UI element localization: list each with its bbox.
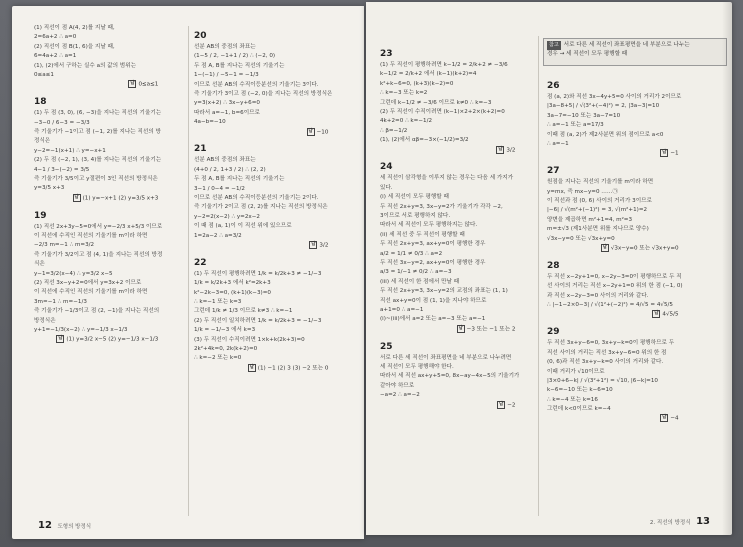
- page-edge-shadow: [722, 2, 732, 535]
- answer-text: √3x−y=0 또는 √3x+y=0: [610, 245, 679, 252]
- solution-line: 직선 사이의 거리는 직선 3x+y−6=0 위의 한 점: [547, 349, 667, 356]
- solution-line: 1−(−1) / −5−1 = −1/3: [194, 72, 259, 79]
- solution-line: 선분 AB의 중점의 좌표는: [194, 157, 256, 164]
- solution-line: m=±√3 (제1사분면 위를 지나므로 양수): [547, 226, 649, 233]
- answer-text: 0≤a≤1: [138, 81, 159, 88]
- answer-box-icon: 답: [654, 311, 659, 317]
- answer-line: [194, 364, 332, 374]
- solution-line: (i) 세 직선이 모두 평행할 때: [380, 194, 449, 201]
- solution-line: 두 직선 2x+y=3, 3x−y=2의 교점의 좌표는 (1, 1): [380, 288, 508, 295]
- solution-line: y=3/5 x+3: [34, 185, 65, 192]
- answer-line: [194, 128, 332, 138]
- solution-line: 즉 기울기가 3이고 점 (−2, 0)을 지나는 직선의 방정식은: [194, 90, 333, 97]
- solution-line: 세 직선이 모두 평행해야 한다.: [380, 363, 454, 370]
- solution-line: 두 직선 2x+y=3, ax+y=0이 평행한 경우: [380, 241, 486, 248]
- solution-line: (3) 두 직선이 수직이려면 1×k+k(2k+3)=0: [194, 336, 305, 343]
- solution-line: 세 직선이 삼각형을 이루지 않는 경우는 다음 세 가지가: [380, 175, 514, 182]
- solution-line: 즉 기울기가 2이고 점 (2, 2)를 지나는 직선의 방정식은: [194, 204, 328, 211]
- note-line: 경우 → 세 직선이 모두 평행할 때: [547, 51, 628, 57]
- problem-number: 26: [547, 81, 560, 91]
- solution-line: √3x−y=0 또는 √3x+y=0: [547, 235, 615, 242]
- answer-box-icon: 답: [458, 325, 463, 331]
- solution-line: 그런데 k<0이므로 k=−4: [547, 406, 611, 413]
- solution-line: 원점을 지나는 직선의 기울기를 m이라 하면: [547, 179, 654, 186]
- solution-line: 4a−b=−10: [194, 119, 226, 126]
- solution-line: a+1=0 ∴ a=−1: [380, 306, 424, 313]
- problem-number: 19: [34, 210, 47, 221]
- solution-line: |−6| / √(m²+(−1)²) = 3, √(m²+1)=2: [547, 207, 648, 214]
- solution-line: y=3(x+2) ∴ 3x−y+6=0: [194, 100, 260, 107]
- answer-box-icon: 답: [249, 364, 254, 370]
- solution-line: ∴ k=−2 또는 k=0: [194, 355, 242, 362]
- solution-line: −a=2 ∴ a=−2: [380, 392, 420, 399]
- solution-line: (ii) 세 직선 중 두 직선이 평행할 때: [380, 231, 465, 238]
- solution-line: (1), (2)에서 구하는 실수 a의 값의 범위는: [34, 62, 136, 69]
- solution-line: 있다.: [380, 184, 393, 191]
- solution-line: |3×0+6−k| / √(3²+1²) = √10, |6−k|=10: [547, 377, 658, 384]
- answer-text: −2: [507, 402, 516, 409]
- answer-line: [380, 401, 519, 411]
- solution-line: ∴ β=−1/2: [380, 127, 408, 134]
- answer-text: −4: [670, 415, 679, 422]
- page-title: 도형의 방정식: [57, 524, 92, 530]
- solution-line: 두 직선 x−2y+1=0, x−2y−3=0이 평행하므로 두 직: [547, 273, 682, 280]
- answer-box-icon: 답: [58, 336, 63, 342]
- solution-line: (1) 두 직선이 평행하려면 k−1/2 = 2/k+2 ≠ −3/6: [380, 62, 508, 68]
- problem-number: 25: [380, 341, 393, 352]
- solution-line: (4+0 / 2, 1+3 / 2) ∴ (2, 2): [194, 166, 266, 173]
- solution-line: (2) 두 점 (−2, 1), (3, 4)를 지나는 직선의 기울기는: [34, 157, 162, 164]
- answer-line: [34, 80, 162, 90]
- solution-line: 1=2a−2 ∴ a=3/2: [194, 232, 242, 239]
- solution-line: 이 직선과 점 (0, 6) 사이의 거리가 3이므로: [547, 198, 652, 205]
- solution-line: y−1=3/2(x−4) ∴ y=3/2 x−5: [34, 270, 113, 277]
- problem-number: 28: [547, 260, 560, 271]
- answer-line: [547, 310, 683, 320]
- solution-line: 즉 기울기가 −1/3이고 점 (2, −1)을 지나는 직선의: [34, 308, 160, 315]
- solution-line: 이므로 선분 AB의 수직이등분선의 기울기는 2이다.: [194, 194, 319, 201]
- solution-line: y−2=2(x−2) ∴ y=2x−2: [194, 213, 260, 220]
- solution-line: 정식은: [34, 138, 51, 145]
- solution-line: 점 (a, 2)와 직선 3x−4y+5=0 사이의 거리가 2이므로: [547, 94, 682, 100]
- solution-line: −2/3 m=−1 ∴ m=3/2: [34, 242, 95, 249]
- problem-number: 29: [547, 327, 560, 338]
- solution-line: |3a−8+5| / √(3²+(−4)²) = 2, |3a−3|=10: [547, 103, 660, 110]
- answer-line: [547, 149, 683, 159]
- answer-text: (1) y=−x+1 (2) y=3/5 x+3: [82, 195, 159, 202]
- answer-line: [547, 414, 683, 424]
- solution-line: (1), (2)에서 αβ=−3×(−1/2)=3/2: [380, 137, 469, 144]
- answer-text: (1) y=3/2 x−5 (2) y=−1/3 x−1/3: [66, 336, 159, 343]
- solution-line: k−6=−10 또는 k−6=10: [547, 387, 613, 394]
- answer-text: (1) −1 (2) 3 (3) −2 또는 0: [257, 365, 329, 372]
- note-tag: 참고: [549, 42, 559, 48]
- problem-number: 23: [380, 49, 393, 59]
- left-column-2: [194, 24, 332, 374]
- problem-number: 22: [194, 257, 207, 268]
- solution-line: 4−1 / 3−(−2) = 3/5: [34, 166, 90, 173]
- solution-line: 그런데 1/k ≠ 1/3 이므로 k≠3 ∴ k=−1: [194, 308, 293, 315]
- solution-line: y+1=−1/3(x−2) ∴ y=−1/3 x−1/3: [34, 326, 128, 333]
- solution-line: 두 직선 3x+y−6=0, 3x+y−k=0이 평행하므로 두: [547, 340, 675, 347]
- solution-line: 2k²+4k=0, 2k(k+2)=0: [194, 345, 258, 352]
- solution-line: 직선 ax+y=0이 점 (1, 1)을 지나야 하므로: [380, 297, 487, 304]
- solution-line: ∴ a=−1: [547, 140, 569, 147]
- solution-line: 두 직선 2x+y=3, 3x−y=2가 기울기가 각각 −2,: [380, 203, 503, 210]
- solution-line: (0, 6)과 직선 3x+y−k=0 사이의 거리와 같다.: [547, 359, 664, 366]
- problem-number: 24: [380, 162, 393, 173]
- solution-line: ∴ a=−1 또는 a=17/3: [547, 122, 604, 129]
- solution-line: y−2=−1(x+1) ∴ y=−x+1: [34, 147, 106, 154]
- solution-line: (1) 직선이 점 A(4, 2)를 지날 때,: [34, 25, 115, 31]
- solution-line: (2) 직선이 점 B(1, 6)을 지날 때,: [34, 43, 115, 50]
- answer-box-icon: 답: [311, 241, 316, 247]
- solution-line: 이때 거리가 √10이므로: [547, 368, 605, 375]
- answer-line: [34, 194, 162, 204]
- solution-line: k²−2k−3=0, (k+1)(k−3)=0: [194, 289, 271, 296]
- solution-line: ∴ |−1−2×0−3| / √(1²+(−2)²) = 4/√5 = 4√5/5: [547, 302, 673, 309]
- solution-line: 식은: [34, 261, 45, 268]
- solution-line: 2=6a+2 ∴ a=0: [34, 34, 77, 41]
- solution-line: 과 직선 x−2y−3=0 사이의 거리와 같다.: [547, 292, 649, 299]
- solution-line: −3−0 / 6−3 = −3/3: [34, 119, 90, 126]
- right-page-footer: [647, 516, 710, 527]
- solution-line: a/3 = 1/−1 ≠ 0/2 ∴ a=−3: [380, 269, 452, 276]
- left-column-1: [34, 24, 162, 345]
- page-number: 12: [38, 520, 52, 531]
- answer-box-icon: 답: [602, 244, 608, 250]
- left-page-footer: [38, 520, 94, 531]
- solution-line: 두 점 A, B를 지나는 직선의 기울기는: [194, 62, 285, 69]
- answer-text: 4√5/5: [662, 311, 679, 318]
- problem-number: 21: [194, 144, 207, 155]
- answer-line: [380, 146, 519, 156]
- answer-line: [194, 241, 332, 251]
- solution-line: 두 직선 3x−y=2, ax+y=0이 평행한 경우: [380, 259, 486, 266]
- left-page: [12, 6, 364, 539]
- answer-line: [380, 325, 519, 335]
- note-box: [543, 38, 727, 66]
- solution-line: k−1/2 = 2/k+2 에서 (k−1)(k+2)=4: [380, 71, 477, 78]
- solution-line: 3이므로 서로 평행하지 않다.: [380, 212, 451, 219]
- solution-line: (2) 직선 3x−y+2=0에서 y=3x+2 이므로: [34, 280, 142, 287]
- solution-line: 따라서 세 직선 ax+y+5=0, 8x−ay−4x−5의 기울기가: [380, 373, 520, 380]
- solution-line: k²+k−6=0, (k+3)(k−2)=0: [380, 80, 454, 87]
- solution-line: 같아야 하므로: [380, 382, 415, 389]
- answer-box-icon: 답: [308, 128, 313, 134]
- right-column-1: [380, 42, 519, 410]
- solution-line: ∴ k=−1 또는 k=3: [194, 299, 242, 306]
- right-page: [366, 2, 732, 535]
- solution-line: (1) 직선 2x+3y−5=0에서 y=−2/3 x+5/3 이므로: [34, 223, 163, 230]
- solution-line: 서로 다른 세 직선이 좌표평면을 네 부분으로 나누려면: [380, 354, 512, 361]
- answer-line: [547, 244, 683, 254]
- solution-line: 즉 기울기가 −1이고 점 (−1, 2)를 지나는 직선의 방: [34, 129, 161, 136]
- column-divider: [538, 36, 539, 516]
- solution-line: (2) 두 직선이 수직이려면 (k−1)×2+2×(k+2)=0: [380, 108, 505, 115]
- solution-line: ∴ k=−3 또는 k=2: [380, 90, 428, 97]
- solution-line: 양변을 제곱하면 m²+1=4, m²=3: [547, 216, 633, 223]
- solution-line: 3a−7=−10 또는 3a−7=10: [547, 112, 621, 119]
- solution-line: (1) 두 점 (3, 0), (6, −3)을 지나는 직선의 기울기는: [34, 110, 162, 117]
- solution-line: (1−5 / 2, −1+1 / 2) ∴ (−2, 0): [194, 53, 276, 60]
- solution-line: 방정식은: [34, 317, 56, 324]
- solution-line: 선 사이의 거리는 직선 x−2y+1=0 위의 한 점 (−1, 0): [547, 283, 683, 290]
- solution-line: ∴ k=−4 또는 k=16: [547, 396, 598, 403]
- solution-line: 선분 AB의 중점의 좌표는: [194, 44, 256, 50]
- page-number: 13: [696, 516, 710, 527]
- solution-line: a/2 = 1/1 ≠ 0/3 ∴ a=2: [380, 250, 443, 257]
- solution-line: 1/k = −1/−3 에서 k=3: [194, 327, 256, 334]
- problem-number: 18: [34, 97, 47, 108]
- solution-line: 이때 점 (a, 2)가 제2사분면 위의 점이므로 a<0: [547, 131, 664, 138]
- solution-line: 따라서 세 직선이 모두 평행하지는 않다.: [380, 222, 478, 229]
- answer-text: −3 또는 −1 또는 2: [466, 326, 516, 333]
- solution-line: 따라서 a=−1, b=6이므로: [194, 109, 260, 116]
- note-line: 서로 다른 세 직선이 좌표평면을 네 부분으로 나누는: [563, 42, 690, 48]
- answer-box-icon: 답: [74, 194, 79, 200]
- answer-box-icon: 답: [662, 150, 667, 156]
- solution-line: y=mx, 즉 mx−y=0 ……㉠: [547, 188, 619, 195]
- solution-line: 이 직선에 수직인 직선의 기울기를 m이라 하면: [34, 233, 148, 240]
- answer-text: 3/2: [506, 147, 516, 154]
- solution-line: 3m=−1 ∴ m=−1/3: [34, 298, 87, 305]
- page-title: 2. 직선의 방정식: [649, 520, 691, 526]
- right-column-2: [547, 74, 683, 424]
- answer-text: −10: [316, 129, 329, 136]
- solution-line: (iii) 세 직선이 한 점에서 만날 때: [380, 278, 460, 285]
- answer-box-icon: 답: [130, 81, 135, 87]
- solution-line: 1/k = k/2k+3 에서 k²=2k+3: [194, 280, 271, 287]
- solution-line: 그런데 k−1/2 ≠ −3/6 이므로 k≠0 ∴ k=−3: [380, 99, 492, 106]
- answer-text: −1: [670, 150, 679, 157]
- answer-text: 3/2: [319, 242, 329, 249]
- solution-line: (1) 두 직선이 평행하려면 1/k = k/2k+3 ≠ −1/−3: [194, 270, 322, 277]
- solution-line: 4k+2=0 ∴ k=−1/2: [380, 118, 433, 125]
- answer-line: [34, 335, 162, 345]
- solution-line: (2) 두 직선이 일치하려면 1/k = k/2k+3 = −1/−3: [194, 317, 322, 324]
- solution-line: 6=4a+2 ∴ a=1: [34, 53, 77, 60]
- solution-line: 0≤a≤1: [34, 71, 54, 78]
- solution-line: 이 때 점 (a, 1)이 이 직선 위에 있으므로: [194, 223, 292, 230]
- problem-number: 27: [547, 166, 560, 177]
- solution-line: 즉 기울기가 3/2이고 점 (4, 1)을 지나는 직선의 방정: [34, 251, 163, 258]
- solution-line: 3−1 / 0−4 = −1/2: [194, 185, 245, 192]
- solution-line: 즉 기울기가 3/5이고 y절편이 3인 직선의 방정식은: [34, 175, 158, 182]
- solution-line: 두 점 A, B를 지나는 직선의 기울기는: [194, 176, 285, 183]
- solution-line: (i)~(iii)에서 a=2 또는 a=−3 또는 a=−1: [380, 316, 486, 323]
- problem-number: 20: [194, 31, 207, 41]
- answer-box-icon: 답: [498, 146, 503, 152]
- solution-line: 이므로 선분 AB의 수직이등분선의 기울기는 3이다.: [194, 81, 319, 88]
- answer-box-icon: 답: [662, 415, 667, 421]
- solution-line: 이 직선에 수직인 직선의 기울기를 m이라 하면: [34, 289, 148, 296]
- answer-box-icon: 답: [499, 401, 504, 407]
- column-divider: [188, 26, 189, 516]
